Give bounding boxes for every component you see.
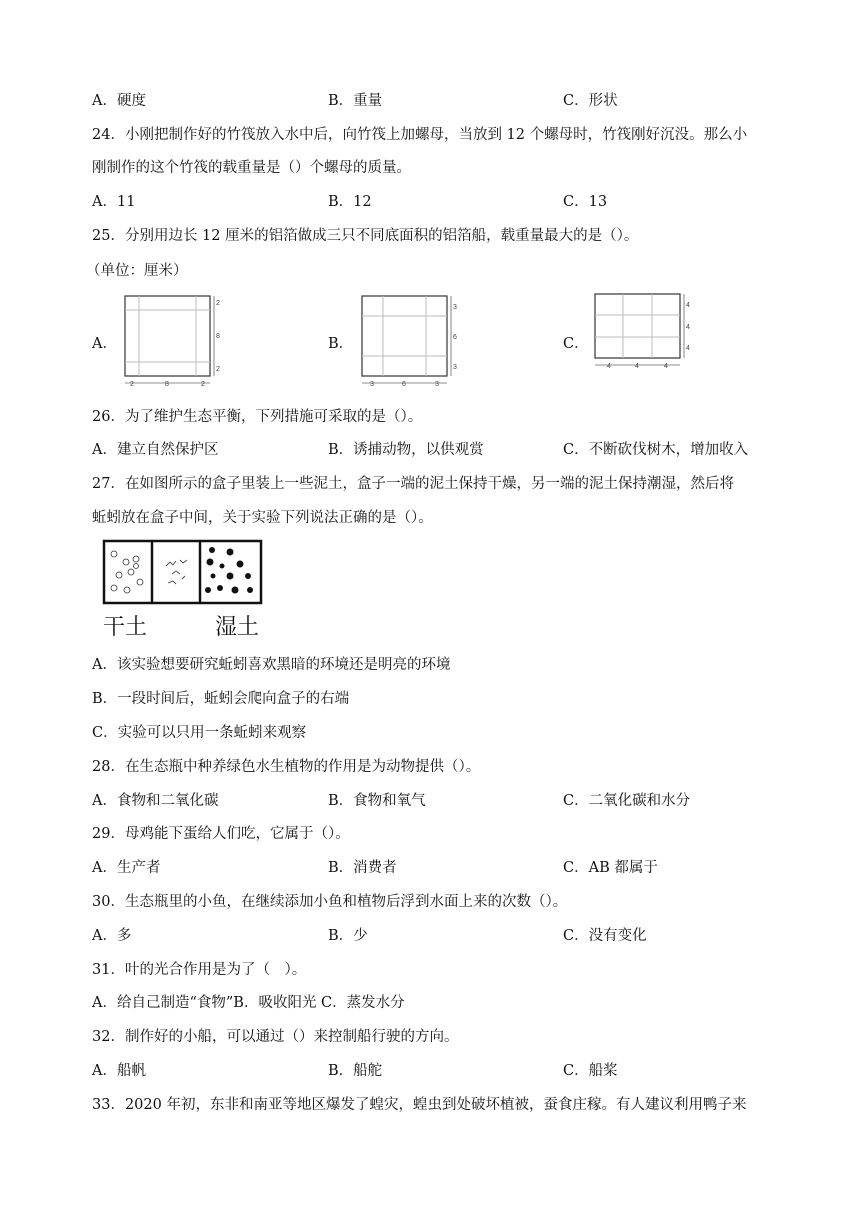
q25-unit-note: （单位：厘米） bbox=[86, 263, 188, 279]
q27-soil-box-figure bbox=[100, 538, 265, 610]
q29-option-a[interactable]: A．生产者 bbox=[92, 860, 161, 876]
q29-option-c[interactable]: C．AB 都属于 bbox=[563, 860, 658, 876]
q31-options[interactable]: A．给自己制造“食物”B．吸收阳光 C．蒸发水分 bbox=[92, 995, 405, 1011]
q25-figure-b bbox=[352, 290, 462, 394]
q25a-bottom-1: 2 bbox=[130, 381, 134, 388]
q26-stem: 26．为了维护生态平衡，下列措施可采取的是（）。 bbox=[92, 409, 423, 425]
q25c-bottom-3: 4 bbox=[664, 363, 668, 370]
q25a-side-2: 8 bbox=[216, 333, 220, 340]
q25-figure-c bbox=[585, 288, 695, 392]
q25b-side-1: 3 bbox=[453, 304, 457, 311]
q25b-side-3: 3 bbox=[453, 364, 457, 371]
q30-option-c[interactable]: C．没有变化 bbox=[563, 928, 647, 944]
q24-stem-line1: 24．小刚把制作好的竹筏放入水中后，向竹筏上加螺母，当放到 12 个螺母时，竹筏刚好沉没。那么小 bbox=[92, 127, 748, 143]
q27-option-c[interactable]: C．实验可以只用一条蚯蚓来观察 bbox=[92, 725, 307, 741]
q25c-side-3: 4 bbox=[686, 345, 690, 352]
q25a-side-1: 2 bbox=[216, 300, 220, 307]
q25a-bottom-2: 8 bbox=[165, 381, 169, 388]
q25a-side-3: 2 bbox=[216, 366, 220, 373]
q28-stem: 28．在生态瓶中种养绿色水生植物的作用是为动物提供（）。 bbox=[92, 759, 481, 775]
q25c-bottom-1: 4 bbox=[607, 363, 611, 370]
q25-figure-a bbox=[115, 290, 225, 394]
q25-stem: 25．分别用边长 12 厘米的铝箔做成三只不同底面积的铝箔船，载重量最大的是（）。 bbox=[92, 228, 639, 244]
q25c-bottom-2: 4 bbox=[635, 363, 639, 370]
q25b-side-2: 6 bbox=[453, 334, 457, 341]
q24-option-a[interactable]: A．11 bbox=[92, 194, 136, 210]
q25b-bottom-1: 3 bbox=[370, 381, 374, 388]
q32-option-c[interactable]: C．船桨 bbox=[563, 1063, 618, 1079]
q27-stem-line2: 蚯蚓放在盒子中间，关于实验下列说法正确的是（）。 bbox=[92, 510, 433, 526]
q25-option-a[interactable]: A． bbox=[92, 336, 117, 352]
q25-option-c[interactable]: C． bbox=[563, 336, 589, 352]
q26-option-a[interactable]: A．建立自然保护区 bbox=[92, 442, 219, 458]
q32-stem: 32．制作好的小船，可以通过（）来控制船行驶的方向。 bbox=[92, 1029, 459, 1045]
q29-stem: 29．母鸡能下蛋给人们吃，它属于（）。 bbox=[92, 826, 350, 842]
q23-option-b[interactable]: B．重量 bbox=[328, 93, 383, 109]
q25c-side-1: 4 bbox=[686, 302, 690, 309]
q28-option-b[interactable]: B．食物和氧气 bbox=[328, 793, 426, 809]
q25a-bottom-3: 2 bbox=[201, 381, 205, 388]
q28-option-c[interactable]: C．二氧化碳和水分 bbox=[563, 793, 691, 809]
q27-option-b[interactable]: B．一段时间后，蚯蚓会爬向盒子的右端 bbox=[92, 691, 350, 707]
q31-stem: 31．叶的光合作用是为了（ ）。 bbox=[92, 962, 307, 978]
q32-option-b[interactable]: B．船舵 bbox=[328, 1063, 383, 1079]
q27-label-dry-soil: 干土 bbox=[103, 615, 148, 640]
q24-option-b[interactable]: B．12 bbox=[328, 194, 372, 210]
q23-option-a[interactable]: A．硬度 bbox=[92, 93, 146, 109]
q27-option-a[interactable]: A．该实验想要研究蚯蚓喜欢黑暗的环境还是明亮的环境 bbox=[92, 657, 451, 673]
q26-option-c[interactable]: C．不断砍伐树木，增加收入 bbox=[563, 442, 749, 458]
q26-option-b[interactable]: B．诱捕动物，以供观赏 bbox=[328, 442, 484, 458]
q24-option-c[interactable]: C．13 bbox=[563, 194, 608, 210]
q25b-bottom-2: 6 bbox=[402, 381, 406, 388]
q25c-side-2: 4 bbox=[686, 324, 690, 331]
q30-option-a[interactable]: A．多 bbox=[92, 928, 132, 944]
q30-stem: 30．生态瓶里的小鱼，在继续添加小鱼和植物后浮到水面上来的次数（）。 bbox=[92, 894, 568, 910]
q32-option-a[interactable]: A．船帆 bbox=[92, 1063, 146, 1079]
q25-option-b[interactable]: B． bbox=[328, 336, 354, 352]
q25b-bottom-3: 3 bbox=[435, 381, 439, 388]
q23-option-c[interactable]: C．形状 bbox=[563, 93, 618, 109]
q33-stem-line1: 33．2020 年初，东非和南亚等地区爆发了蝗灾，蝗虫到处破坏植被，蚕食庄稼。有人建议利用鸭子来 bbox=[92, 1097, 747, 1113]
q27-stem-line1: 27．在如图所示的盒子里装上一些泥土，盒子一端的泥土保持干燥，另一端的泥土保持潮湿，然后将 bbox=[92, 476, 734, 492]
q28-option-a[interactable]: A．食物和二氧化碳 bbox=[92, 793, 219, 809]
q24-stem-line2: 刚制作的这个竹筏的载重量是（）个螺母的质量。 bbox=[92, 160, 411, 176]
q29-option-b[interactable]: B．消费者 bbox=[328, 860, 397, 876]
q27-label-wet-soil: 湿土 bbox=[215, 615, 260, 640]
q30-option-b[interactable]: B．少 bbox=[328, 928, 368, 944]
